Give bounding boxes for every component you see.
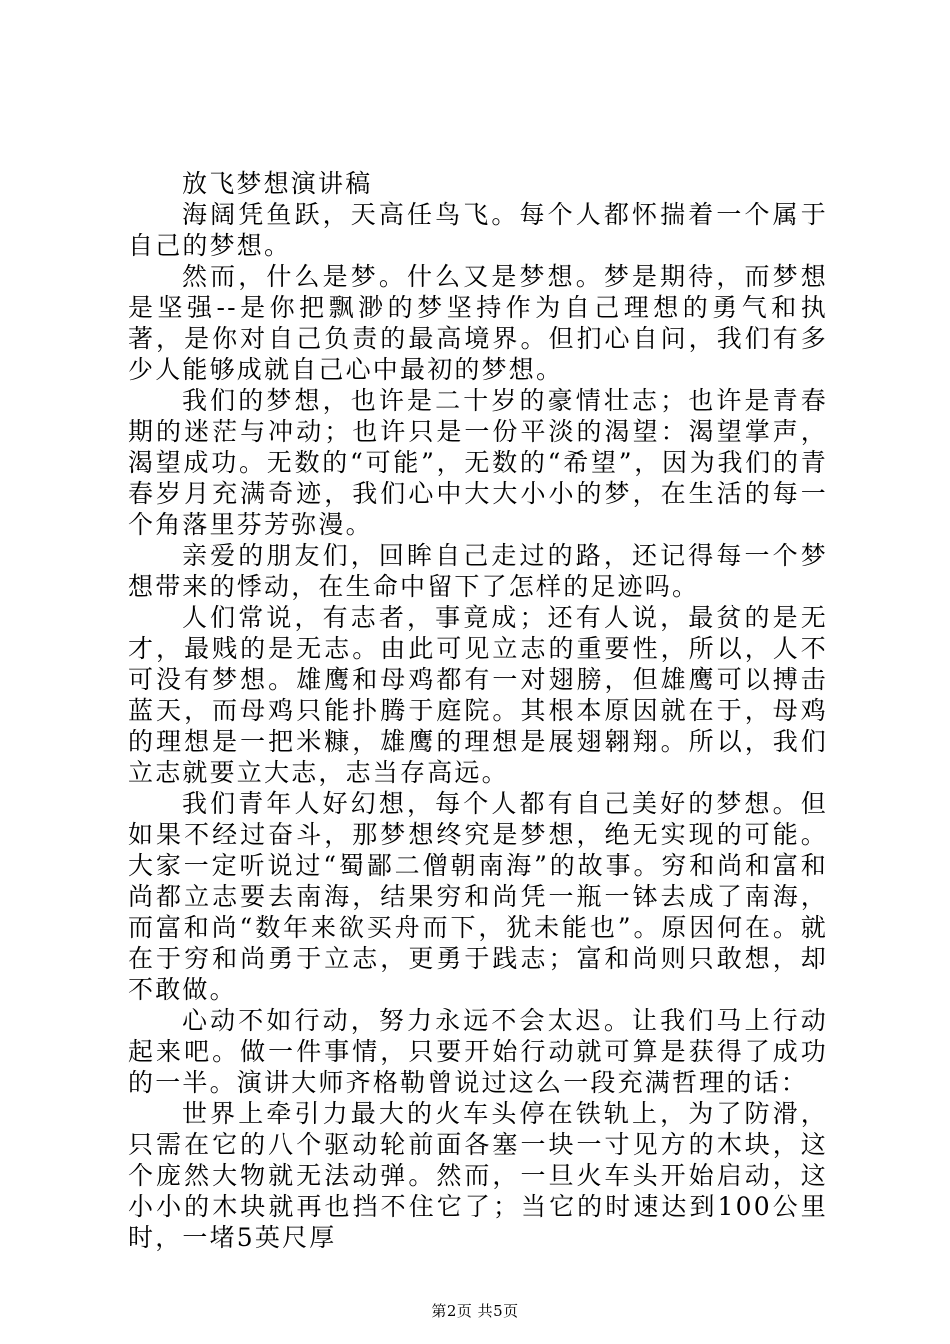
document-body — [128, 168, 828, 1253]
page-number-footer: 第2页 共5页 — [431, 1302, 519, 1320]
paragraph: 海阔凭鱼跃，天高任鸟飞。每个人都怀揣着一个属于自己的梦想。 — [128, 200, 828, 260]
paragraph: 世界上牵引力最大的火车头停在铁轨上，为了防滑，只需在它的八个驱动轮前面各塞一块一寸见方的木块，这个庞然大物就无法动弹。然而，一旦火车头开始启动，这小小的木块就再也挡不住它了；当它的时速达到100公里时，一堵5英尺厚 — [128, 1099, 828, 1252]
paragraph: 我们的梦想，也许是二十岁的豪情壮志；也许是青春期的迷茫与冲动；也许只是一份平淡的渴望：渴望掌声，渴望成功。无数的“可能”，无数的“希望”，因为我们的青春岁月充满奇迹，我们心中大大小小的梦，在生活的每一个角落里芬芳弥漫。 — [128, 386, 828, 539]
paragraph: 我们青年人好幻想，每个人都有自己美好的梦想。但如果不经过奋斗，那梦想终究是梦想，绝无实现的可能。大家一定听说过“蜀鄙二僧朝南海”的故事。穷和尚和富和尚都立志要去南海，结果穷和尚凭一瓶一钵去成了南海，而富和尚“数年来欲买舟而下，犹未能也”。原因何在。就在于穷和尚勇于立志，更勇于践志；富和尚则只敢想，却不敢做。 — [128, 789, 828, 1004]
paragraph: 人们常说，有志者，事竟成；还有人说，最贫的是无才，最贱的是无志。由此可见立志的重要性，所以，人不可没有梦想。雄鹰和母鸡都有一对翅膀，但雄鹰可以搏击蓝天，而母鸡只能扑腾于庭院。其根本原因就在于，母鸡的理想是一把米糠，雄鹰的理想是展翅翱翔。所以，我们立志就要立大志，志当存高远。 — [128, 603, 828, 787]
document-title: 放飞梦想演讲稿 — [182, 169, 373, 198]
paragraph: 亲爱的朋友们，回眸自己走过的路，还记得每一个梦想带来的悸动，在生命中留下了怎样的足迹吗。 — [128, 541, 828, 601]
paragraph: 心动不如行动，努力永远不会太迟。让我们马上行动起来吧。做一件事情，只要开始行动就可算是获得了成功的一半。演讲大师齐格勒曾说过这么一段充满哲理的话： — [128, 1006, 828, 1097]
paragraph: 然而，什么是梦。什么又是梦想。梦是期待，而梦想是坚强--是你把飘渺的梦坚持作为自己理想的勇气和执著，是你对自己负责的最高境界。但扪心自问，我们有多少人能够成就自己心中最初的梦想。 — [128, 262, 828, 384]
